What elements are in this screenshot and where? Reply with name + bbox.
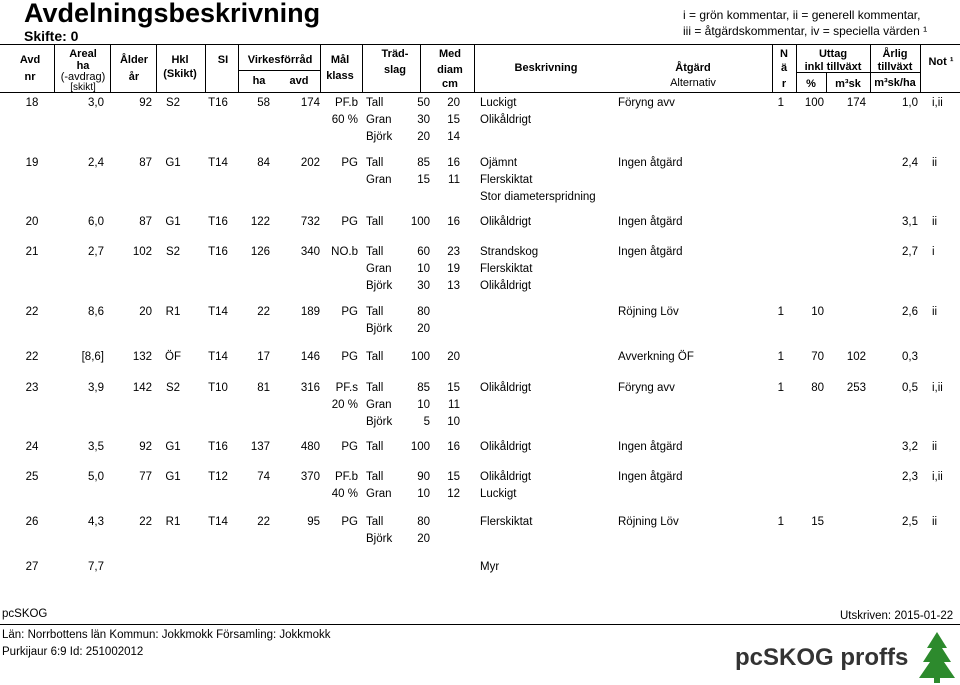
atgard-text: Ingen åtgärd (618, 157, 683, 169)
areal-value: 2,7 (88, 246, 104, 258)
si-value: T16 (208, 97, 228, 109)
hkl-value: R1 (165, 516, 181, 528)
col-header-ar: år (128, 71, 140, 83)
medeldiameter: 12 (447, 488, 460, 500)
beskrivning-text: Olikåldrigt (480, 216, 532, 228)
avd-nr: 27 (25, 561, 39, 573)
atgard-text: Röjning Löv (618, 306, 679, 318)
beskrivning-text: Ojämnt (480, 157, 518, 169)
page-title: Avdelningsbeskrivning (24, 0, 321, 28)
avd-nr: 20 (25, 216, 39, 228)
tradslag-andel: 30 (417, 280, 430, 292)
arlig-tillvaxt: 2,5 (902, 516, 918, 528)
beskrivning-text: Strandskog (480, 246, 539, 258)
header-divider (796, 72, 920, 73)
virkesforrad-ha: 22 (257, 306, 270, 318)
col-header-trad: Träd- (381, 48, 409, 60)
medeldiameter: 13 (447, 280, 460, 292)
virkesforrad-ha: 81 (257, 382, 270, 394)
areal-value: 2,4 (88, 157, 104, 169)
si-value: T14 (208, 157, 228, 169)
col-header-m3skha: m³sk/ha (874, 77, 916, 89)
medeldiameter: 16 (447, 441, 460, 453)
avd-nr: 19 (25, 157, 39, 169)
col-header-virkesforrad: Virkesförråd (247, 54, 313, 66)
not-value: i (932, 246, 935, 258)
col-header-ha: ha (76, 60, 90, 72)
tradslag: Tall (366, 351, 384, 363)
malklass: PG (341, 351, 358, 363)
virkesforrad-ha: 58 (257, 97, 270, 109)
si-value: T10 (208, 382, 228, 394)
tradslag-andel: 30 (417, 114, 430, 126)
atgard-text: Ingen åtgärd (618, 216, 683, 228)
arlig-tillvaxt: 2,4 (902, 157, 918, 169)
uttag-m3sk: 174 (846, 97, 866, 109)
virkesforrad-avd: 316 (300, 382, 320, 394)
malklass: PF.b (334, 97, 358, 109)
tradslag-andel: 85 (417, 157, 430, 169)
alder-value: 92 (139, 441, 152, 453)
malklass: NO.b (331, 246, 358, 258)
tree-logo-icon (915, 630, 959, 684)
col-header-vf-avd: avd (289, 75, 309, 87)
tradslag: Gran (366, 488, 392, 500)
avd-nr: 22 (25, 306, 39, 318)
arlig-tillvaxt: 1,0 (902, 97, 918, 109)
uttag-m3sk: 253 (846, 382, 866, 394)
arlig-tillvaxt: 2,3 (902, 471, 918, 483)
atgard-text: Ingen åtgärd (618, 246, 683, 258)
header-divider (870, 44, 871, 92)
uttag-pct: 70 (811, 351, 824, 363)
alder-value: 77 (139, 471, 152, 483)
arlig-tillvaxt: 2,7 (902, 246, 918, 258)
footer-printed-date: Utskriven: 2015-01-22 (840, 610, 954, 622)
header-divider (362, 44, 363, 92)
col-header-inkl-tillvaxt: inkl tillväxt (804, 61, 862, 73)
areal-value: 3,0 (88, 97, 104, 109)
col-header-not: Not ¹ (928, 56, 954, 68)
col-header-klass: klass (326, 70, 354, 82)
medeldiameter: 15 (447, 382, 460, 394)
malklass: PG (341, 441, 358, 453)
col-header-nar-n: N (780, 48, 788, 60)
areal-value: [8,6] (81, 351, 104, 363)
atgard-text: Ingen åtgärd (618, 471, 683, 483)
uttag-pct: 10 (811, 306, 824, 318)
virkesforrad-ha: 122 (250, 216, 270, 228)
atgard-text: Röjning Löv (618, 516, 679, 528)
areal-value: 8,6 (88, 306, 104, 318)
tradslag: Gran (366, 114, 392, 126)
virkesforrad-ha: 22 (257, 516, 270, 528)
tradslag-andel: 20 (417, 131, 430, 143)
hkl-value: G1 (165, 216, 181, 228)
header-divider (54, 44, 55, 92)
beskrivning-text: Olikåldrigt (480, 441, 532, 453)
malklass: PG (341, 516, 358, 528)
virkesforrad-avd: 370 (300, 471, 320, 483)
tradslag-andel: 80 (417, 516, 430, 528)
tradslag-andel: 90 (417, 471, 430, 483)
footer-property: Purkijaur 6:9 Id: 251002012 (2, 646, 144, 658)
nar-value: 1 (777, 382, 784, 394)
header-divider (796, 44, 797, 92)
medeldiameter: 15 (447, 114, 460, 126)
malklass-pct: 40 % (331, 488, 358, 500)
tradslag: Björk (366, 131, 393, 143)
nar-value: 1 (777, 306, 784, 318)
header-divider (320, 44, 321, 92)
malklass: PG (341, 216, 358, 228)
tradslag-andel: 10 (417, 399, 430, 411)
tradslag: Björk (366, 533, 393, 545)
col-header-nar-r: r (781, 78, 787, 90)
header-divider (420, 44, 421, 92)
uttag-pct: 15 (811, 516, 824, 528)
col-header-nar-a: ä (780, 62, 788, 74)
atgard-text: Föryng avv (618, 382, 675, 394)
not-value: ii (932, 157, 938, 169)
not-value: ii (932, 306, 938, 318)
tradslag-andel: 85 (417, 382, 430, 394)
beskrivning-text: Stor diameterspridning (480, 191, 596, 203)
hkl-value: G1 (165, 441, 181, 453)
header-divider (920, 44, 921, 92)
si-value: T16 (208, 216, 228, 228)
alder-value: 87 (139, 157, 152, 169)
beskrivning-text: Myr (480, 561, 500, 573)
si-value: T14 (208, 351, 228, 363)
hkl-value: S2 (165, 382, 181, 394)
hkl-value: S2 (165, 246, 181, 258)
hkl-value: ÖF (165, 351, 181, 363)
tradslag-andel: 20 (417, 533, 430, 545)
footer-line (0, 624, 960, 625)
virkesforrad-avd: 95 (307, 516, 320, 528)
malklass: PF.b (334, 471, 358, 483)
areal-value: 5,0 (88, 471, 104, 483)
tradslag-andel: 20 (417, 323, 430, 335)
not-value: i,ii (932, 97, 943, 109)
virkesforrad-avd: 146 (300, 351, 320, 363)
tradslag: Tall (366, 382, 384, 394)
col-header-alternativ: Alternativ (670, 77, 716, 89)
alder-value: 102 (132, 246, 152, 258)
col-header-areal: Areal (69, 48, 97, 60)
tradslag-andel: 5 (423, 416, 430, 428)
header-divider (826, 72, 827, 92)
medeldiameter: 10 (447, 416, 460, 428)
col-header-nr: nr (24, 71, 36, 83)
col-header-alder: Ålder (119, 54, 149, 66)
medeldiameter: 16 (447, 216, 460, 228)
areal-value: 7,7 (88, 561, 104, 573)
si-value: T14 (208, 306, 228, 318)
header-divider (156, 44, 157, 92)
col-header-cm: cm (442, 78, 458, 90)
medeldiameter: 19 (447, 263, 460, 275)
not-value: i,ii (932, 382, 943, 394)
medeldiameter: 11 (448, 399, 460, 411)
virkesforrad-ha: 17 (257, 351, 270, 363)
col-header-beskrivning: Beskrivning (514, 62, 578, 74)
avd-nr: 25 (25, 471, 39, 483)
not-value: i,ii (932, 471, 943, 483)
atgard-text: Ingen åtgärd (618, 441, 683, 453)
header-divider (772, 44, 773, 92)
tradslag-andel: 60 (417, 246, 430, 258)
virkesforrad-ha: 74 (257, 471, 270, 483)
alder-value: 142 (132, 382, 152, 394)
si-value: T12 (208, 471, 228, 483)
header-bottom-line (0, 92, 960, 93)
virkesforrad-avd: 174 (300, 97, 320, 109)
alder-value: 87 (139, 216, 152, 228)
virkesforrad-avd: 202 (300, 157, 320, 169)
medeldiameter: 16 (447, 157, 460, 169)
col-header-diam: diam (437, 64, 463, 76)
beskrivning-text: Luckigt (480, 488, 517, 500)
avd-nr: 26 (25, 516, 39, 528)
medeldiameter: 23 (447, 246, 460, 258)
nar-value: 1 (777, 516, 784, 528)
col-header-hkl: Hkl (171, 54, 189, 66)
beskrivning-text: Flerskiktat (480, 263, 533, 275)
nar-value: 1 (777, 97, 784, 109)
col-header-vf-ha: ha (252, 75, 266, 87)
not-value: ii (932, 516, 938, 528)
header-divider (238, 70, 320, 71)
areal-value: 3,9 (88, 382, 104, 394)
col-header-tillvaxt: tillväxt (877, 61, 913, 73)
tradslag-andel: 50 (417, 97, 430, 109)
tradslag: Tall (366, 441, 384, 453)
alder-value: 20 (139, 306, 152, 318)
avd-nr: 21 (25, 246, 39, 258)
footer-software: pcSKOG (2, 608, 48, 620)
header-top-line (0, 44, 960, 45)
virkesforrad-ha: 84 (257, 157, 270, 169)
avd-nr: 18 (25, 97, 39, 109)
col-header-mal: Mål (330, 54, 350, 66)
beskrivning-text: Luckigt (480, 97, 517, 109)
medeldiameter: 20 (447, 97, 460, 109)
alder-value: 22 (139, 516, 152, 528)
col-header-skikt: (Skikt) (163, 68, 197, 80)
avd-nr: 23 (25, 382, 39, 394)
tradslag: Björk (366, 280, 393, 292)
col-header-skikt-bracket: [skikt] (70, 82, 96, 93)
tradslag-andel: 10 (417, 488, 430, 500)
col-header-slag: slag (383, 64, 406, 76)
virkesforrad-ha: 126 (250, 246, 270, 258)
medeldiameter: 14 (447, 131, 460, 143)
col-header-si: SI (217, 54, 229, 66)
tradslag: Tall (366, 97, 384, 109)
tradslag: Gran (366, 263, 392, 275)
hkl-value: G1 (165, 471, 181, 483)
areal-value: 4,3 (88, 516, 104, 528)
page-subtitle: Skifte: 0 (24, 28, 79, 44)
tradslag-andel: 100 (410, 441, 430, 453)
hkl-value: G1 (165, 157, 181, 169)
si-value: T16 (208, 246, 228, 258)
hkl-value: S2 (165, 97, 181, 109)
arlig-tillvaxt: 0,5 (902, 382, 918, 394)
hkl-value: R1 (165, 306, 181, 318)
col-header-pct: % (806, 78, 816, 90)
header-divider (205, 44, 206, 92)
tradslag: Björk (366, 323, 393, 335)
malklass-pct: 60 % (331, 114, 358, 126)
atgard-text: Avverkning ÖF (618, 351, 694, 363)
arlig-tillvaxt: 0,3 (902, 351, 918, 363)
beskrivning-text: Olikåldrigt (480, 280, 532, 292)
col-header-avdrag: (-avdrag) (60, 71, 106, 83)
virkesforrad-ha: 137 (250, 441, 270, 453)
uttag-pct: 80 (811, 382, 824, 394)
malklass: PG (341, 306, 358, 318)
uttag-pct: 100 (804, 97, 824, 109)
col-header-atgard: Åtgärd (675, 62, 711, 74)
header-divider (238, 44, 239, 92)
col-header-arlig: Årlig (882, 48, 908, 60)
pcskog-logo: pcSKOG proffs (735, 644, 909, 671)
beskrivning-text: Olikåldrigt (480, 382, 532, 394)
alder-value: 132 (132, 351, 152, 363)
tradslag-andel: 10 (417, 263, 430, 275)
tradslag-andel: 100 (410, 216, 430, 228)
malklass: PF.s (335, 382, 358, 394)
arlig-tillvaxt: 3,2 (902, 441, 918, 453)
header-divider (474, 44, 475, 92)
not-value: ii (932, 441, 938, 453)
areal-value: 3,5 (88, 441, 104, 453)
col-header-avd: Avd (19, 54, 41, 66)
beskrivning-text: Flerskiktat (480, 174, 533, 186)
tradslag: Gran (366, 399, 392, 411)
tradslag: Gran (366, 174, 392, 186)
arlig-tillvaxt: 3,1 (902, 216, 918, 228)
uttag-m3sk: 102 (846, 351, 866, 363)
beskrivning-text: Olikåldrigt (480, 114, 532, 126)
col-header-med: Med (439, 48, 461, 60)
legend-line-2: iii = åtgärdskommentar, iv = speciella värden ¹ (683, 24, 928, 38)
areal-value: 6,0 (88, 216, 104, 228)
virkesforrad-avd: 189 (300, 306, 320, 318)
nar-value: 1 (777, 351, 784, 363)
not-value: ii (932, 216, 938, 228)
si-value: T16 (208, 441, 228, 453)
medeldiameter: 15 (447, 471, 460, 483)
avd-nr: 22 (25, 351, 39, 363)
avd-nr: 24 (25, 441, 39, 453)
virkesforrad-avd: 732 (300, 216, 320, 228)
malklass-pct: 20 % (331, 399, 358, 411)
col-header-m3sk: m³sk (835, 78, 861, 90)
medeldiameter: 11 (448, 174, 460, 186)
col-header-uttag: Uttag (818, 48, 848, 60)
tradslag-andel: 80 (417, 306, 430, 318)
malklass: PG (341, 157, 358, 169)
tradslag: Tall (366, 306, 384, 318)
tradslag: Tall (366, 216, 384, 228)
beskrivning-text: Flerskiktat (480, 516, 533, 528)
tradslag-andel: 100 (410, 351, 430, 363)
footer-location: Län: Norrbottens län Kommun: Jokkmokk Församling: Jokkmokk (2, 629, 331, 641)
virkesforrad-avd: 340 (300, 246, 320, 258)
tradslag: Tall (366, 516, 384, 528)
medeldiameter: 20 (447, 351, 460, 363)
legend-line-1: i = grön kommentar, ii = generell kommentar, (683, 8, 921, 22)
tradslag-andel: 15 (417, 174, 430, 186)
tradslag: Tall (366, 246, 384, 258)
tradslag: Björk (366, 416, 393, 428)
atgard-text: Föryng avv (618, 97, 675, 109)
si-value: T14 (208, 516, 228, 528)
arlig-tillvaxt: 2,6 (902, 306, 918, 318)
tradslag: Tall (366, 157, 384, 169)
header-divider (110, 44, 111, 92)
alder-value: 92 (139, 97, 152, 109)
beskrivning-text: Olikåldrigt (480, 471, 532, 483)
virkesforrad-avd: 480 (300, 441, 320, 453)
tradslag: Tall (366, 471, 384, 483)
